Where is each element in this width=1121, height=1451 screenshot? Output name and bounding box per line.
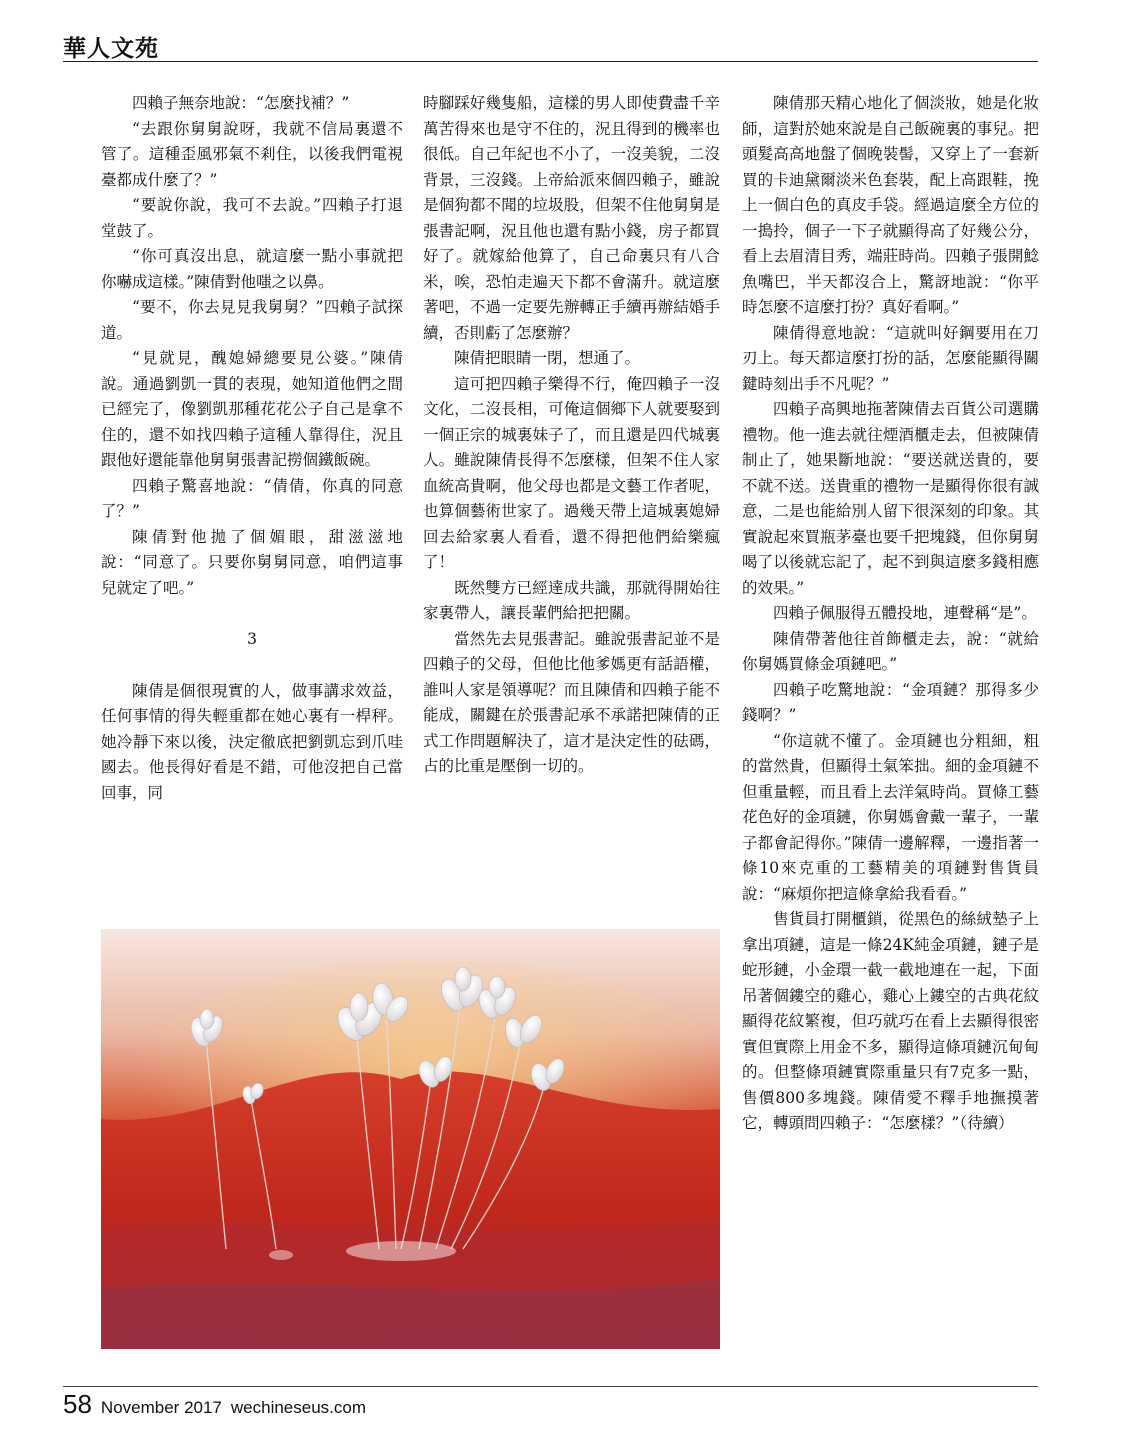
paragraph: 陳倩得意地說：“這就叫好鋼要用在刀刃上。每天都這麼打扮的話，怎麼能顯得關鍵時刻出手不凡呢？”	[742, 323, 1039, 393]
page-footer	[63, 1389, 375, 1420]
paragraph: “你可真沒出息，就這麼一點小事就把你嚇成這樣。”陳倩對他嗤之以鼻。	[101, 247, 403, 291]
paragraph: “你這就不懂了。金項鏈也分粗細，粗的當然貴，但顯得土氣笨拙。細的金項鏈不但重量輕，而且看上去洋氣時尚。買條工藝花色好的金項鏈，你舅媽會戴一輩子，一輩子都會記得你。”陳倩一邊解釋，一邊指著一條10來克重的工藝精美的項鏈對售貨員說：“麻煩你把這條拿給我看看。”	[742, 731, 1039, 903]
paragraph: “去跟你舅舅說呀，我就不信局裏還不管了。這種歪風邪氣不剎住，以後我們電視臺都成什麼了？”	[101, 119, 403, 189]
macro-flower-photo	[101, 929, 720, 1349]
text-column-1	[101, 91, 403, 806]
footer-divider	[63, 1386, 1038, 1387]
text-column-3	[742, 91, 1039, 1137]
paragraph: 四賴子無奈地說：“怎麼找補？”	[132, 94, 350, 112]
paragraph: 當然先去見張書記。雖說張書記並不是四賴子的父母，但他比他爹媽更有話語權，誰叫人家是領導呢？而且陳倩和四賴子能不能成，關鍵在於張書記承不承諾把陳倩的正式工作問題解決了，這才是決定性的砝碼，占的比重是壓倒一切的。	[423, 629, 720, 775]
paragraph: 陳倩對他拋了個媚眼，甜滋滋地說：“同意了。只要你舅舅同意，咱們這事兒就定了吧。”	[101, 527, 403, 597]
paragraph: 陳倩帶著他往首飾櫃走去，說：“就給你舅媽買條金項鏈吧。”	[742, 629, 1039, 673]
paragraph: 這可把四賴子樂得不行，俺四賴子一沒文化，二沒長相，可俺這個鄉下人就要娶到一個正宗的城裏妹子了，而且還是四代城裏人。雖說陳倩長得不怎麼樣，但架不住人家血統高貴啊，他父母也都是文藝工作者呢，也算個藝術世家了。過幾天帶上這城裏媳婦回去給家裏人看看，還不得把他們給樂瘋了！	[423, 374, 720, 571]
paragraph: 陳倩把眼睛一閉，想通了。	[454, 349, 641, 367]
paragraph: 陳倩那天精心地化了個淡妝，她是化妝師，這對於她來說是自己飯碗裏的事兒。把頭髮高高地盤了個晚裝髻，又穿上了一套新買的卡迪黛爾淡米色套裝，配上高跟鞋，挽上一個白色的真皮手袋。經過這麼全方位的一搗拎，個子一下子就顯得高了好幾公分，看上去眉清目秀，端莊時尚。四賴子張開鯰魚嘴巴，半天都沒合上，驚訝地說：“你平時怎麼不這麼打扮？真好看啊。”	[742, 94, 1039, 316]
website-url: wechineseus.com	[230, 1398, 367, 1417]
paragraph: “見就見，醜媳婦總要見公婆。”陳倩說。通過劉凱一貫的表現，她知道他們之間已經完了，像劉凱那種花花公子自己是拿不住的，還不如找四賴子這種人靠得住，況且跟他好還能靠他舅舅張書記撈個鐵飯碗。	[101, 349, 403, 469]
paragraph: “要說你說，我可不去說。”四賴子打退堂鼓了。	[101, 196, 403, 240]
paragraph: “要不，你去見見我舅舅？”四賴子試探道。	[101, 298, 403, 342]
section-number: 3	[247, 630, 257, 648]
paragraph: 四賴子高興地拖著陳倩去百貨公司選購禮物。他一進去就往煙酒櫃走去，但被陳倩制止了，她果斷地說：“要送就送貴的，要不就不送。送貴重的禮物一是顯得你很有誠意，二是也能給別人留下很深刻的印象。其實說起來買瓶茅臺也要千把塊錢，但你舅舅喝了以後就忘記了，起不到與這麼多錢相應的效果。”	[742, 400, 1039, 597]
paragraph: 四賴子驚喜地說：“倩倩，你真的同意了？”	[101, 476, 403, 520]
page-number: 58	[63, 1389, 92, 1419]
issue-date: November 2017	[100, 1398, 222, 1417]
paragraph: 既然雙方已經達成共識，那就得開始往家裏帶人，讓長輩們給把把關。	[423, 578, 720, 622]
paragraph: 售貨員打開櫃鎖，從黑色的絲絨墊子上拿出項鏈，這是一條24K純金項鏈，鏈子是蛇形鏈，小金環一截一截地連在一起，下面吊著個鏤空的雞心，雞心上鏤空的古典花紋顯得花紋繁複，但巧就巧在看上去顯得很密實但實際上用金不多，顯得這條項鏈沉甸甸的。但整條項鏈實際重量只有7克多一點，售價800多塊錢。陳倩愛不釋手地撫摸著它，轉頭問四賴子：“怎麼樣？”（待續）	[742, 910, 1039, 1132]
paragraph: 陳倩是個很現實的人，做事講求效益，任何事情的得失輕重都在她心裏有一桿秤。她冷靜下來以後，決定徹底把劉凱忘到爪哇國去。他長得好看是不錯，可他沒把自己當回事，同	[101, 681, 403, 802]
paragraph: 四賴子佩服得五體投地，連聲稱“是”。	[773, 604, 1037, 622]
text-column-2	[423, 91, 720, 780]
magazine-section-title: 華人文苑	[63, 36, 159, 62]
paragraph: 四賴子吃驚地說：“金項鏈？那得多少錢啊？”	[742, 680, 1039, 724]
paragraph: 時腳踩好幾隻船，這樣的男人即使費盡千辛萬苦得來也是守不住的，況且得到的機率也很低。自己年紀也不小了，一沒美貌，二沒背景，三沒錢。上帝給派來個四賴子，雖說是個狗都不聞的垃圾股，但架不住他舅舅是張書記啊，況且他也還有點小錢，房子都買好了。就嫁給他算了，自己命裏只有八合米，唉，恐怕走遍天下都不會滿升。就這麼著吧，不過一定要先辦轉正手續再辦結婚手續，否則虧了怎麼辦？	[423, 94, 720, 342]
header-divider	[63, 61, 1038, 62]
